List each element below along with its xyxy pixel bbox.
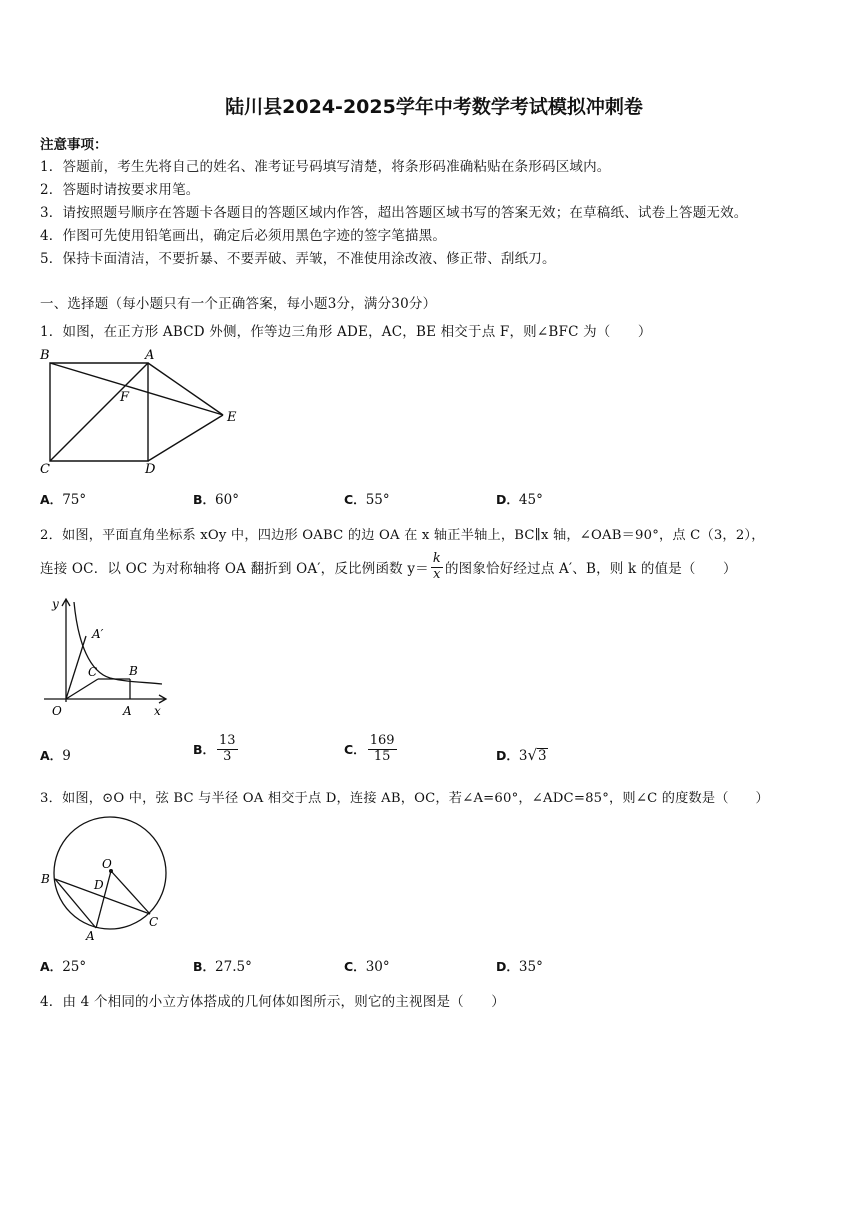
question-2-figure (38, 594, 178, 724)
q2-option-b: B． $\frac{13}{3}$ (193, 733, 236, 764)
note-item: 5．保持卡面清洁，不要折暴、不要弄破、弄皱，不准使用涂改液、修正带、刮纸刀。 (40, 251, 556, 267)
q1-option-b: B．60° (193, 492, 239, 508)
q2-line2-start: 连接 OC．以 OC 为对称轴将 OA 翻折到 OA′，反比例函数 y＝ (40, 561, 429, 578)
q3-option-d: D．35° (496, 959, 543, 975)
segment-oa-prime (66, 636, 86, 699)
fraction-k-over-x: $\frac{k}{x}$ (432, 551, 441, 582)
segment-ae (148, 363, 223, 415)
label-o: O (52, 704, 62, 718)
question-3-text: 3．如图，⊙O 中，弦 BC 与半径 OA 相交于点 D，连接 AB，OC，若∠A=60°，∠ADC=85°，则∠C 的度数是（ ） (40, 791, 769, 806)
question-1-text: 1．如图，在正方形 ABCD 外侧，作等边三角形 ADE，AC，BE 相交于点 F，则∠BFC 为（ ） (40, 324, 652, 340)
label-b: B (41, 872, 50, 886)
label-a: A (145, 348, 155, 363)
label-y: y (52, 597, 59, 611)
question-2-line-1: 2．如图，平面直角坐标系 xOy 中，四边形 OABC 的边 OA 在 x 轴正半轴上，BC∥x 轴，∠OAB＝90°，点 C（3，2）， (40, 528, 765, 543)
label-e: E (227, 410, 237, 425)
segment-be (50, 363, 223, 415)
label-c: C (40, 462, 50, 477)
label-a: A (86, 929, 95, 943)
label-a-prime: A′ (92, 627, 104, 641)
q2-line2-end: 的图象恰好经过点 A′、B，则 k 的值是（ ） (444, 561, 737, 578)
label-d: D (145, 462, 156, 477)
label-a: A (123, 704, 132, 718)
q3-option-c: C．30° (344, 959, 390, 975)
q2-option-d: D．3√3 (496, 746, 547, 764)
label-x: x (154, 704, 161, 718)
question-4-text: 4．由 4 个相同的小立方体搭成的几何体如图所示，则它的主视图是（ ） (40, 994, 505, 1010)
label-c: C (88, 665, 98, 679)
q1-option-c: C．55° (344, 492, 390, 508)
q2-option-c: C． $\frac{169}{15}$ (344, 733, 395, 764)
question-1-figure (38, 345, 248, 480)
question-2-line-2 (40, 552, 737, 583)
label-b: B (129, 664, 138, 678)
label-f: F (120, 390, 130, 405)
question-3-figure (38, 815, 173, 945)
note-item: 2．答题时请按要求用笔。 (40, 182, 200, 198)
q1-option-a: A．75° (40, 492, 87, 508)
q2-option-a: A．9 (40, 748, 71, 764)
segment-de (148, 415, 223, 461)
notes-heading: 注意事项： (40, 137, 108, 153)
label-b: B (40, 348, 50, 363)
section-heading: 一、选择题（每小题只有一个正确答案，每小题3分，满分30分） (40, 296, 437, 312)
segment-oc (111, 871, 150, 914)
q3-option-a: A．25° (40, 959, 87, 975)
label-d: D (94, 878, 104, 892)
note-item: 4．作图可先使用铅笔画出，确定后必须用黑色字迹的签字笔描黑。 (40, 228, 447, 244)
note-item: 3．请按照题号顺序在答题卡各题目的答题区域内作答，超出答题区域书写的答案无效；在草稿纸、试卷上答题无效。 (40, 205, 748, 221)
note-item: 1．答题前，考生先将自己的姓名、准考证号码填写清楚，将条形码准确粘贴在条形码区域内。 (40, 159, 611, 175)
page-title: 陆川县2024-2025学年中考数学考试模拟冲刺卷 (225, 96, 643, 118)
label-o: O (102, 857, 112, 871)
label-c: C (149, 915, 159, 929)
q3-option-b: B．27.5° (193, 959, 252, 975)
q1-option-d: D．45° (496, 492, 543, 508)
